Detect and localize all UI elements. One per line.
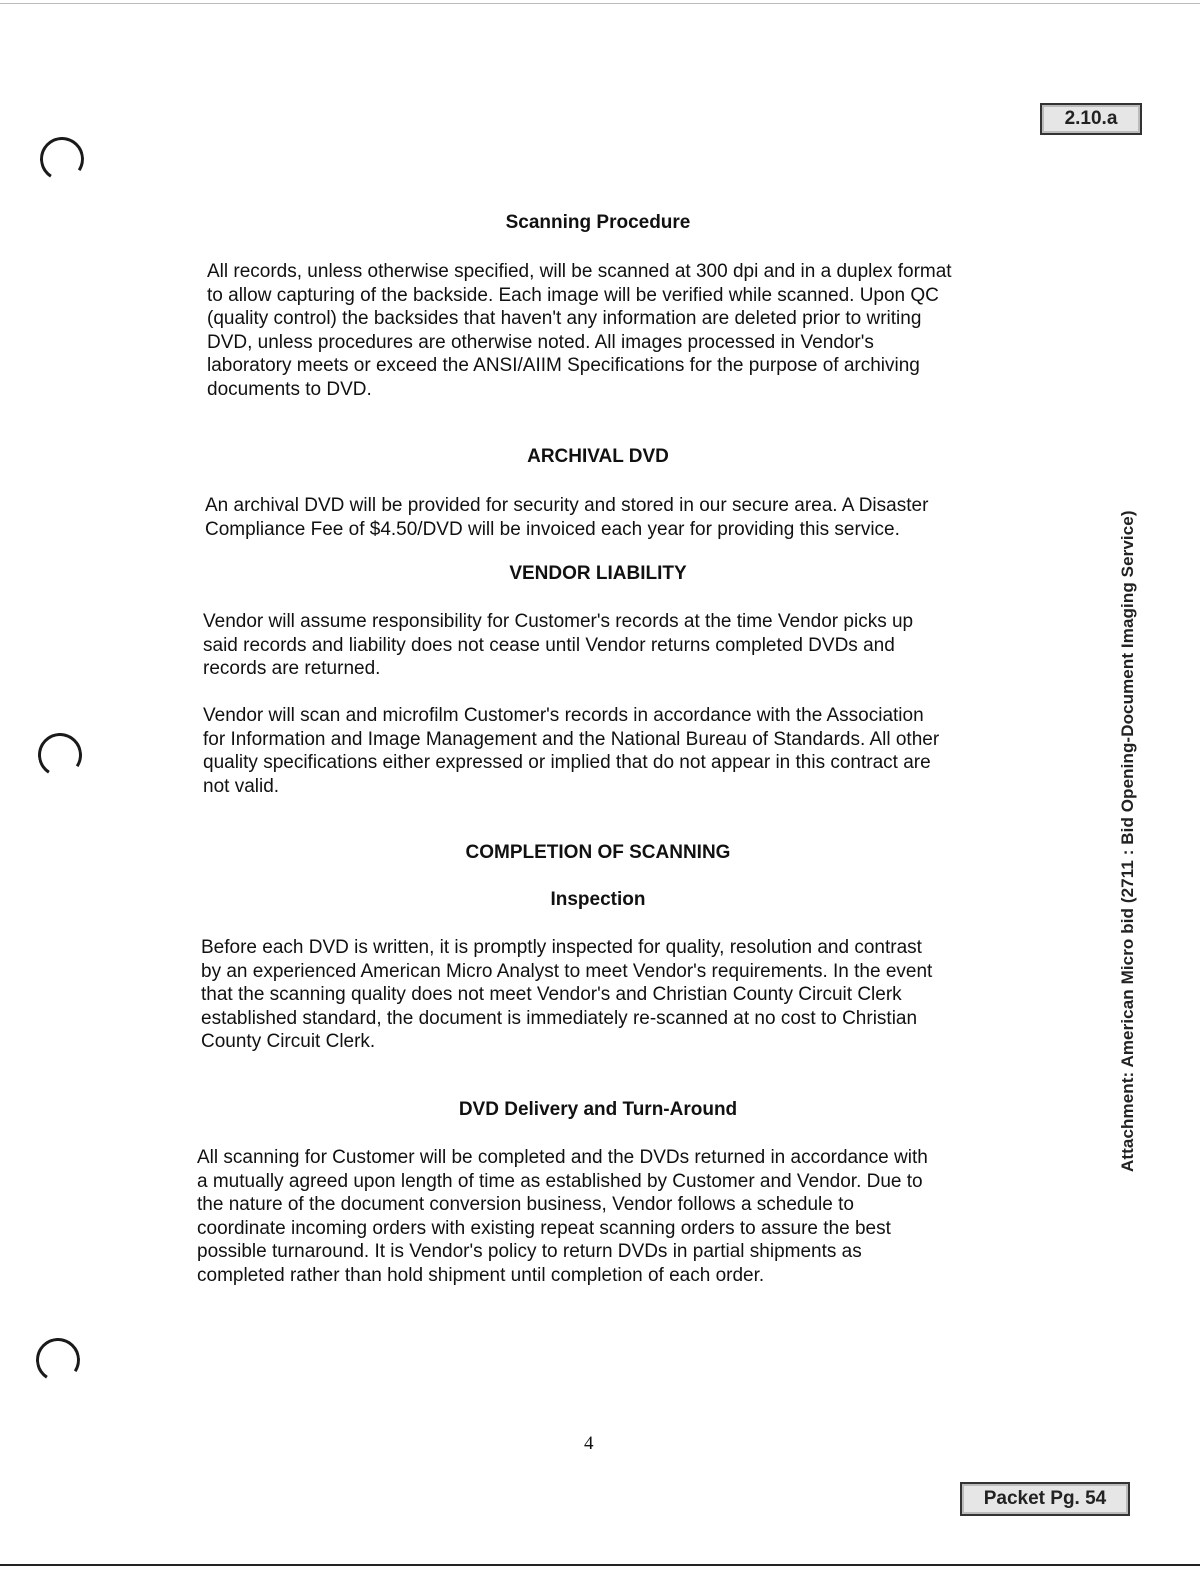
text-line: coordinate incoming orders with existing repeat scanning orders to assure the best — [197, 1217, 891, 1239]
text-line: by an experienced American Micro Analyst to meet Vendor's requirements. In the event — [201, 960, 933, 982]
text-line: Vendor will scan and microfilm Customer's records in accordance with the Association — [203, 705, 924, 726]
text-line: DVD, unless procedures are otherwise noted. All images processed in Vendor's — [207, 331, 874, 353]
scanning-procedure-paragraph — [207, 260, 952, 401]
delivery-heading: DVD Delivery and Turn-Around — [458, 1099, 738, 1120]
text-line: Vendor will assume responsibility for Customer's records at the time Vendor picks up — [203, 611, 914, 632]
agenda-item-stamp: 2.10.a — [1040, 103, 1142, 135]
text-line: for Information and Image Management and the National Bureau of Standards. All other — [203, 728, 940, 750]
punch-hole-mark-icon — [36, 133, 88, 185]
delivery-paragraph — [197, 1146, 928, 1287]
text-line: quality specifications either expressed or implied that do not appear in this contract are — [203, 752, 931, 773]
archival-dvd-heading: ARCHIVAL DVD — [527, 446, 669, 467]
packet-page-stamp: Packet Pg. 54 — [960, 1482, 1130, 1516]
text-line: County Circuit Clerk. — [201, 1031, 376, 1052]
vendor-liability-paragraph-1 — [203, 610, 913, 681]
completion-heading: COMPLETION OF SCANNING — [465, 842, 731, 863]
text-line: possible turnaround. It is Vendor's policy to return DVDs in partial shipments as — [197, 1241, 862, 1262]
text-line: said records and liability does not cease until Vendor returns completed DVDs and — [203, 634, 895, 656]
punch-hole-mark-icon — [32, 1334, 84, 1386]
inspection-paragraph — [201, 936, 932, 1054]
text-line: completed rather than hold shipment until completion of each order. — [197, 1264, 765, 1286]
text-line: the nature of the document conversion business, Vendor follows a schedule to — [197, 1194, 854, 1215]
text-line: (quality control) the backsides that haven't any information are deleted prior to writing — [207, 308, 922, 329]
punch-hole-mark-icon — [34, 729, 86, 781]
text-line: to allow capturing of the backside. Each image will be verified while scanned. Upon QC — [207, 284, 939, 306]
text-line: established standard, the document is immediately re-scanned at no cost to Christian — [201, 1007, 918, 1029]
text-line: not valid. — [203, 775, 280, 797]
archival-dvd-paragraph — [205, 494, 928, 541]
text-line: Compliance Fee of $4.50/DVD will be invoiced each year for providing this service. — [205, 518, 900, 540]
text-line: that the scanning quality does not meet Vendor's and Christian County Circuit Clerk — [201, 984, 902, 1005]
attachment-sidebar-label: Attachment: American Micro bid (2711 : Bid Opening-Document Imaging Service) — [1118, 510, 1137, 1172]
scanning-procedure-heading: Scanning Procedure — [505, 212, 691, 233]
text-line: All scanning for Customer will be completed and the DVDs returned in accordance with — [197, 1147, 928, 1168]
inspection-subheading: Inspection — [550, 889, 646, 910]
vendor-liability-heading: VENDOR LIABILITY — [509, 563, 687, 584]
text-line: documents to DVD. — [207, 378, 372, 400]
text-line: An archival DVD will be provided for security and stored in our secure area. A Disaster — [205, 495, 929, 516]
top-scan-border — [0, 0, 1200, 4]
page-number: 4 — [584, 1433, 594, 1454]
text-line: laboratory meets or exceed the ANSI/AIIM Specifications for the purpose of archiving — [207, 355, 920, 376]
text-line: All records, unless otherwise specified, will be scanned at 300 dpi and in a duplex format — [207, 261, 952, 282]
text-line: a mutually agreed upon length of time as established by Customer and Vendor. Due to — [197, 1170, 923, 1192]
text-line: records are returned. — [203, 658, 381, 679]
bottom-scan-border — [0, 1564, 1200, 1566]
vendor-liability-paragraph-2 — [203, 704, 939, 798]
text-line: Before each DVD is written, it is promptly inspected for quality, resolution and contrast — [201, 937, 922, 958]
